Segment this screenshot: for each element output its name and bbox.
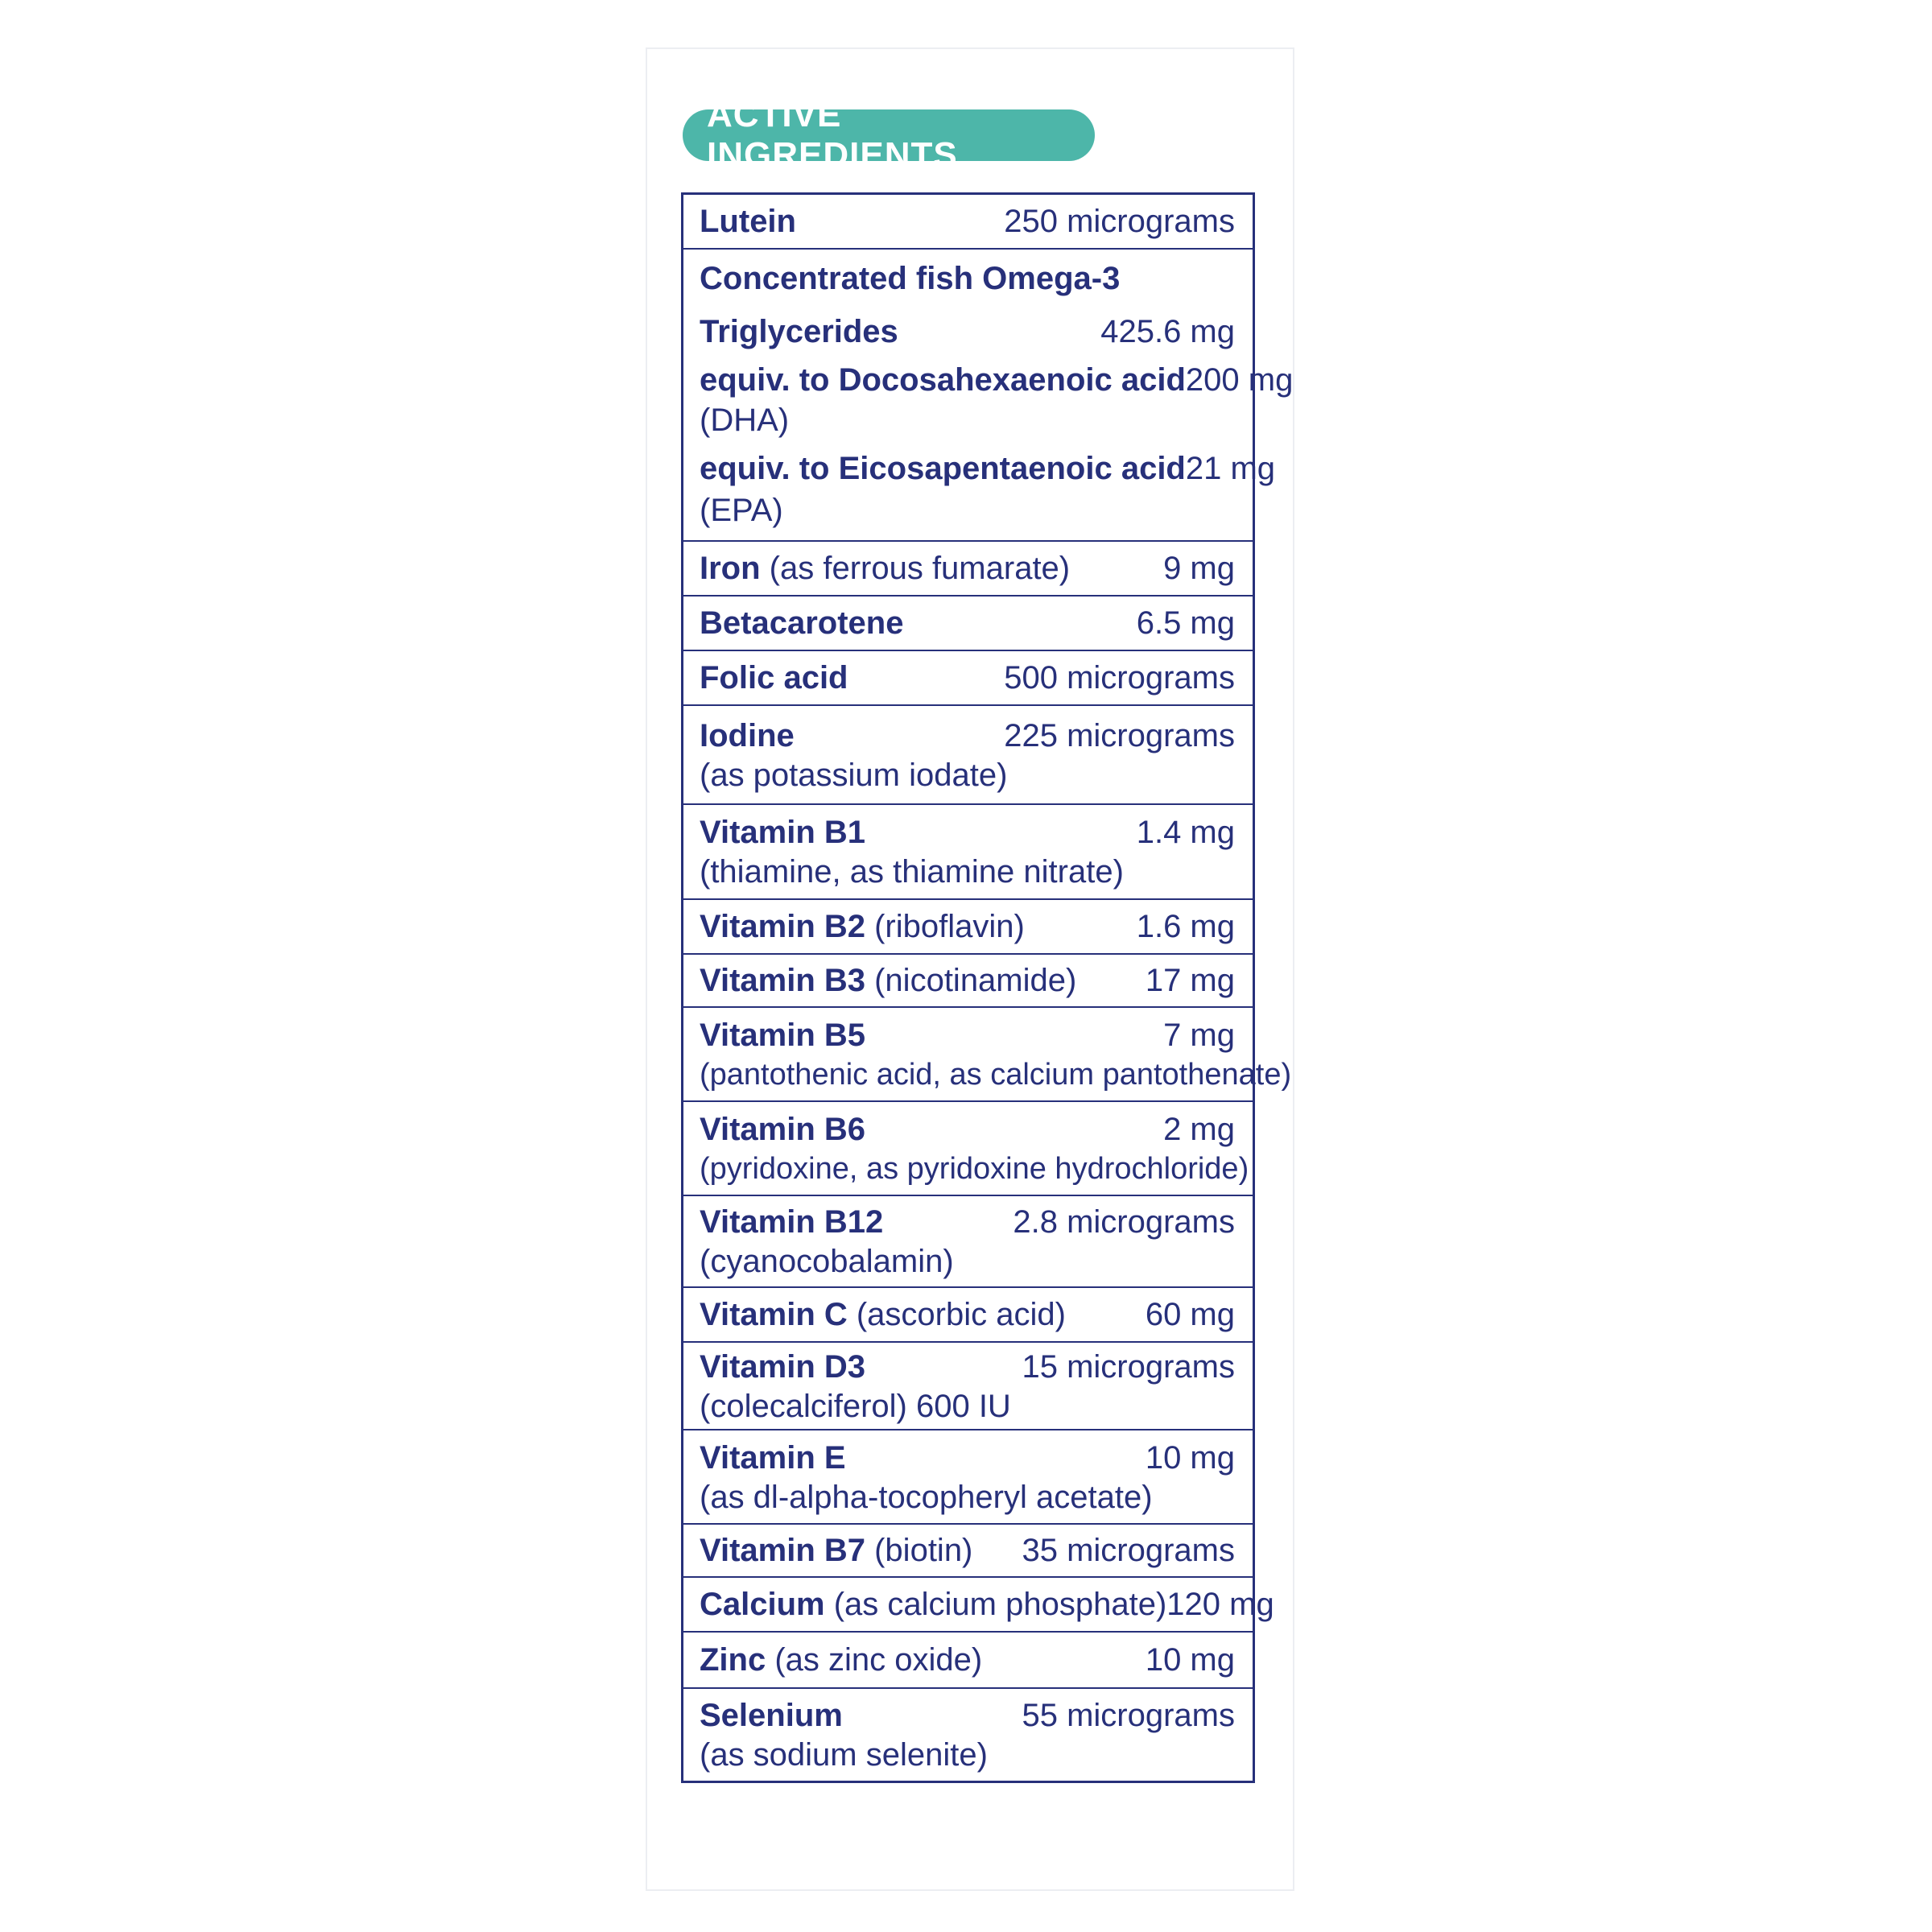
ingredient-amount: 2 mg <box>1163 1111 1235 1147</box>
ingredient-detail: (colecalciferol) 600 IU <box>700 1388 1011 1424</box>
ingredient-note: (riboflavin) <box>865 909 1025 944</box>
ingredient-amount: 120 mg <box>1166 1587 1274 1622</box>
ingredient-note: (biotin) <box>865 1533 973 1568</box>
table-row <box>683 1288 1253 1343</box>
ingredient-name: Vitamin B6 <box>700 1111 865 1147</box>
table-row <box>683 900 1253 955</box>
table-row <box>683 1196 1253 1288</box>
ingredient-detail: (as potassium iodate) <box>700 757 1008 793</box>
ingredient-amount: 21 mg <box>1185 451 1276 486</box>
ingredient-line <box>700 1584 1274 1624</box>
ingredient-name: Iron <box>700 551 761 586</box>
ingredient-name: Concentrated fish Omega-3 <box>700 261 1121 296</box>
ingredient-detail: (pantothenic acid, as calcium pantothenate) <box>700 1057 1292 1092</box>
ingredient-amount: 10 mg <box>1145 1439 1235 1476</box>
ingredient-name: Iodine <box>700 717 795 753</box>
table-row <box>683 195 1253 250</box>
table-row <box>683 1525 1253 1578</box>
ingredient-amount: 1.4 mg <box>1136 815 1235 850</box>
ingredient-name: Lutein <box>700 204 796 239</box>
table-row <box>683 1343 1253 1430</box>
ingredient-name: Vitamin B5 <box>700 1017 865 1053</box>
ingredient-amount: 17 mg <box>1145 963 1235 998</box>
ingredient-amount: 55 micrograms <box>1022 1698 1235 1733</box>
table-row <box>683 1633 1253 1689</box>
ingredient-line <box>700 1438 1235 1478</box>
table-row <box>683 955 1253 1008</box>
ingredient-line <box>700 1695 1235 1736</box>
ingredient-name: Vitamin B12 <box>700 1204 884 1240</box>
ingredient-amount: 200 mg <box>1185 362 1294 398</box>
ingredient-name: Vitamin D3 <box>700 1348 865 1385</box>
table-row <box>683 651 1253 706</box>
table-row <box>683 805 1253 900</box>
ingredient-detail: (EPA) <box>700 493 783 528</box>
ingredient-amount: 10 mg <box>1145 1642 1235 1678</box>
ingredient-line <box>700 446 1276 491</box>
table-row <box>683 1689 1253 1781</box>
ingredient-line <box>700 812 1235 852</box>
ingredient-detail: (as sodium selenite) <box>700 1737 988 1773</box>
ingredient-note: (as ferrous fumarate) <box>760 551 1071 586</box>
ingredient-name: equiv. to Eicosapentaenoic acid <box>700 451 1186 486</box>
ingredient-name: Vitamin B3 <box>700 963 865 998</box>
ingredient-amount: 425.6 mg <box>1100 314 1235 349</box>
ingredient-note: (ascorbic acid) <box>847 1297 1066 1332</box>
ingredient-line <box>700 716 1235 756</box>
ingredient-line <box>700 1347 1235 1387</box>
ingredient-line <box>700 359 1294 401</box>
ingredient-amount: 250 micrograms <box>1004 204 1235 239</box>
ingredient-line <box>700 658 1235 698</box>
ingredient-amount: 2.8 micrograms <box>1013 1204 1235 1240</box>
table-row <box>683 542 1253 597</box>
ingredient-note: (as calcium phosphate) <box>824 1587 1167 1622</box>
ingredient-amount: 1.6 mg <box>1136 909 1235 944</box>
ingredient-line <box>700 201 1235 242</box>
table-row <box>683 1102 1253 1196</box>
table-row <box>683 597 1253 651</box>
ingredient-line <box>700 1530 1235 1571</box>
ingredient-line <box>700 1640 1235 1680</box>
ingredient-line <box>700 1202 1235 1242</box>
table-row <box>683 250 1294 542</box>
ingredient-name: Zinc <box>700 1642 766 1678</box>
ingredient-amount: 35 micrograms <box>1022 1533 1235 1568</box>
table-row <box>683 706 1253 805</box>
ingredient-name: Folic acid <box>700 660 848 696</box>
ingredient-amount: 7 mg <box>1163 1017 1235 1053</box>
ingredients-table <box>681 192 1294 1783</box>
ingredient-detail: (as dl-alpha-tocopheryl acetate) <box>700 1479 1153 1515</box>
table-row <box>683 1578 1274 1633</box>
ingredient-amount: 225 micrograms <box>1004 717 1235 753</box>
ingredient-note: (nicotinamide) <box>865 963 1077 998</box>
ingredient-name: Vitamin C <box>700 1297 848 1332</box>
ingredient-name: Calcium <box>700 1587 825 1622</box>
section-title: ACTIVE INGREDIENTS <box>683 109 1095 161</box>
ingredient-amount: 15 micrograms <box>1022 1348 1235 1385</box>
ingredient-detail: (thiamine, as thiamine nitrate) <box>700 854 1124 890</box>
ingredient-line <box>700 548 1235 588</box>
table-row <box>683 1430 1253 1525</box>
ingredient-line <box>700 1294 1235 1335</box>
ingredient-name: Betacarotene <box>700 605 904 641</box>
ingredient-name: Vitamin B1 <box>700 815 865 850</box>
ingredient-detail: (cyanocobalamin) <box>700 1244 954 1279</box>
table-row <box>683 1008 1292 1102</box>
ingredient-name: Selenium <box>700 1698 843 1733</box>
ingredient-name: Triglycerides <box>700 314 898 349</box>
ingredient-amount: 6.5 mg <box>1136 605 1235 641</box>
ingredient-amount: 60 mg <box>1145 1297 1235 1332</box>
ingredient-name: Vitamin E <box>700 1439 846 1476</box>
ingredient-detail: (pyridoxine, as pyridoxine hydrochloride) <box>700 1151 1249 1186</box>
ingredient-name: Vitamin B2 <box>700 909 865 944</box>
ingredient-name: equiv. to Docosahexaenoic acid <box>700 362 1186 398</box>
ingredient-amount: 500 micrograms <box>1004 660 1235 696</box>
ingredient-detail: (DHA) <box>700 402 790 438</box>
ingredient-amount: 9 mg <box>1163 551 1235 586</box>
ingredient-line <box>700 1109 1235 1150</box>
ingredient-note: (as zinc oxide) <box>766 1642 983 1678</box>
ingredient-line <box>700 603 1235 643</box>
ingredient-line <box>700 906 1235 947</box>
ingredient-line <box>700 309 1235 354</box>
ingredient-name: Vitamin B7 <box>700 1533 865 1568</box>
ingredient-line <box>700 254 1235 303</box>
ingredient-line <box>700 1015 1235 1055</box>
ingredient-line <box>700 960 1235 1001</box>
